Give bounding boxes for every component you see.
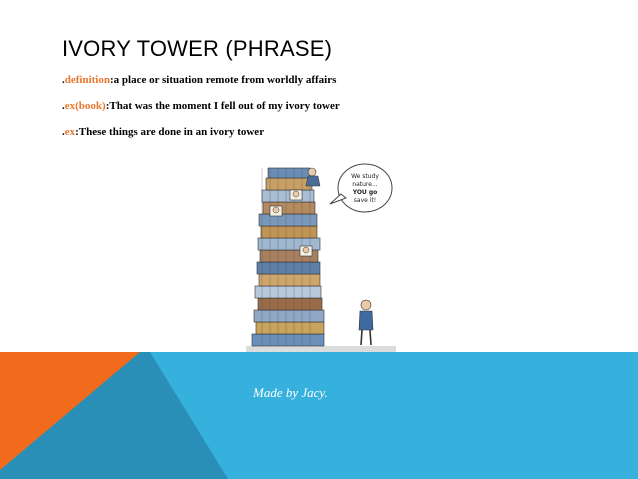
definition-line [62,74,336,86]
example-text: :These things are done in an ivory tower [75,126,265,138]
example-book-label: ex(book) [64,100,106,112]
example-line [62,126,264,138]
ivory-tower-cartoon [240,158,400,356]
bullet-dot: . [62,126,65,138]
definition-label: definition [64,74,110,86]
example-label: ex [64,126,76,138]
speech-line-4: save it! [353,197,377,204]
speech-line-3: YOU go [352,189,378,196]
bullet-dot: . [62,100,65,112]
speech-line-2: nature... [352,181,378,188]
definition-text: :a place or situation remote from worldly affairs [109,74,337,86]
speech-line-1: We study [351,173,379,180]
example-book-line [62,100,340,112]
slide-title: IVORY TOWER (PHRASE) [62,36,333,61]
example-book-text: :That was the moment I fell out of my ivory tower [105,100,340,112]
credit-text: Made by Jacy. [253,385,328,400]
bullet-dot: . [62,74,65,86]
footer-corner-shapes [0,352,638,479]
